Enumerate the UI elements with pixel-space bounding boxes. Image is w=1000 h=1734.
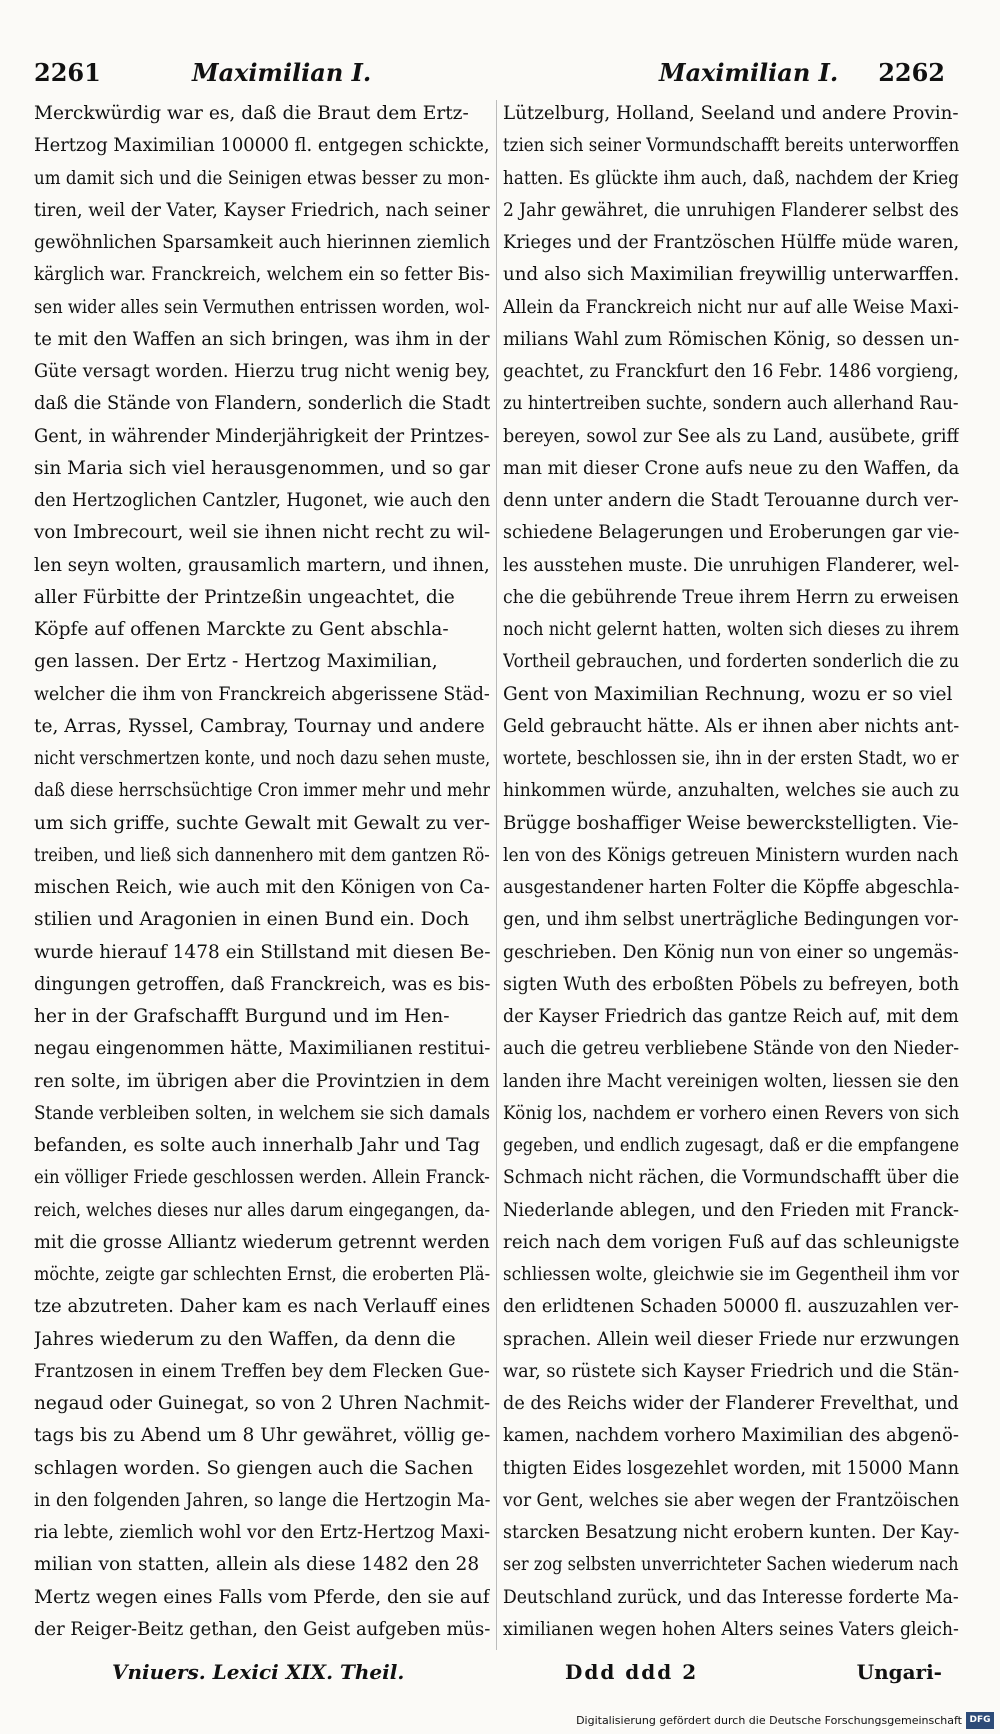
text-line: sprachen. Allein weil dieser Friede nur erzwungen (503, 1328, 959, 1350)
text-line: schiedene Belagerungen und Eroberungen gar vie- (503, 522, 959, 544)
running-title-left: Maximilian I. (192, 58, 372, 87)
text-line: Geld gebraucht hätte. Als er ihnen aber nichts ant- (503, 715, 959, 737)
text-line: war, so rüstete sich Kayser Friedrich und die Stän- (503, 1360, 959, 1382)
text-line: starcken Besatzung nicht erobern kunten. Der Kay- (503, 1522, 959, 1543)
text-line: treiben, und ließ sich dannenhero mit dem gantzen Rö- (34, 844, 490, 866)
text-line: 2 Jahr gewähret, die unruhigen Flanderer selbst des (503, 199, 959, 221)
text-line: den Hertzoglichen Cantzler, Hugonet, wie auch den (34, 490, 490, 511)
text-line: hatten. Es glückte ihm auch, daß, nachdem der Krieg (503, 167, 959, 189)
text-line: und also sich Maximilian freywillig unterwarffen. (503, 264, 959, 286)
text-line: zu hintertreiben suchte, sondern auch allerhand Rau- (503, 393, 959, 415)
text-line: te mit den Waffen an sich bringen, was ihm in der (34, 328, 490, 350)
text-line: thigten Eides losgezehlet worden, mit 15000 Mann (503, 1457, 959, 1479)
text-line: noch nicht gelernt hatten, wolten sich dieses zu ihrem (503, 619, 959, 640)
text-line: daß diese herrschsüchtige Cron immer mehr und mehr (34, 780, 490, 802)
text-line: sin Maria sich viel herausgenommen, und so gar (34, 457, 490, 479)
running-title-right: Maximilian I. (659, 58, 839, 87)
text-line: man mit dieser Crone aufs neue zu den Waffen, da (503, 457, 959, 479)
text-line: gen, und ihm selbst unerträgliche Bedingungen vor- (503, 909, 959, 931)
text-column-right (503, 98, 959, 1648)
text-line: ximilianen wegen hohen Alters seines Vaters gleich- (503, 1618, 959, 1640)
text-line: ser zog selbsten unverrichteter Sachen wiederum nach (503, 1554, 959, 1576)
text-line: reich nach dem vorigen Fuß auf das schleunigste (503, 1231, 959, 1253)
dfg-logo: DFG (966, 1712, 994, 1729)
footer-signature: Ddd ddd 2 (565, 1660, 699, 1684)
text-line: Stande verbleiben solten, in welchem sie sich damals (34, 1102, 490, 1124)
text-line: dingungen getroffen, daß Franckreich, was es bis- (34, 973, 490, 995)
text-line: gewöhnlichen Sparsamkeit auch hierinnen ziemlich (34, 232, 490, 253)
text-line: Vortheil gebrauchen, und forderten sonderlich die zu (503, 651, 959, 673)
text-line: König los, nachdem er vorhero einen Revers von sich (503, 1102, 959, 1124)
text-line: stilien und Aragonien in einen Bund ein. Doch (34, 909, 470, 931)
text-line: Niederlande ablegen, und den Frieden mit Franck- (503, 1199, 959, 1221)
text-line: tzien sich seiner Vormundschafft bereits unterworffen (503, 135, 959, 157)
text-line: vor Gent, welches sie aber wegen der Frantzöischen (503, 1489, 959, 1511)
text-line: Frantzosen in einem Treffen bey dem Flecken Gue- (34, 1360, 490, 1382)
text-line: der Reiger-Beitz gethan, den Geist aufgeben müs- (34, 1618, 490, 1640)
text-line: um damit sich und die Seinigen etwas besser zu mon- (34, 167, 490, 189)
text-line: milians Wahl zum Römischen König, so dessen un- (503, 328, 959, 350)
text-line: in den folgenden Jahren, so lange die Hertzogin Ma- (34, 1489, 490, 1511)
text-line: Gent, in währender Minderjährigkeit der Printzes- (34, 425, 490, 447)
text-line: bereyen, sowol zur See als zu Land, ausübete, griff (503, 425, 959, 447)
text-line: tze abzutreten. Daher kam es nach Verlauff eines (34, 1296, 490, 1318)
text-line: Schmach nicht rächen, die Vormundschafft über die (503, 1167, 959, 1189)
text-line: auch die getreu verbliebene Stände von den Nieder- (503, 1038, 959, 1060)
text-line: te, Arras, Ryssel, Cambray, Tournay und andere (34, 715, 485, 737)
text-line: milian von statten, allein als diese 1482 den 28 (34, 1554, 480, 1576)
text-line: reich, welches dieses nur alles darum eingegangen, da- (34, 1199, 490, 1221)
page-number-left: 2261 (34, 58, 101, 87)
text-line: gegeben, und endlich zugesagt, daß er die empfangene (503, 1135, 959, 1156)
text-line: Lützelburg, Holland, Seeland und andere Provin- (503, 103, 959, 124)
text-line: der Kayser Friedrich das gantze Reich auf, mit dem (503, 1006, 959, 1027)
text-line: sen wider alles sein Vermuthen entrissen worden, wol- (34, 296, 490, 318)
text-line: Hertzog Maximilian 100000 fl. entgegen schickte, (34, 135, 490, 157)
text-line: negau eingenommen hätte, Maximilianen restitui- (34, 1038, 490, 1060)
text-line: wortete, beschlossen sie, ihn in der ersten Stadt, wo er (503, 748, 959, 769)
text-line: len seyn wolten, grausamlich martern, und ihnen, (34, 554, 490, 576)
text-line: che die gebührende Treue ihrem Herrn zu erweisen (503, 586, 959, 608)
footer-volume: Vniuers. Lexici XIX. Theil. (112, 1660, 405, 1684)
text-line: schlagen worden. So giengen auch die Sachen (34, 1457, 474, 1479)
text-line: sigten Wuth des erboßten Pöbels zu befreyen, both (503, 973, 959, 995)
page-number-right: 2262 (878, 58, 945, 87)
text-line: möchte, zeigte gar schlechten Ernst, die eroberten Plä- (34, 1264, 490, 1285)
text-line: welcher die ihm von Franckreich abgerissene Städ- (34, 683, 490, 705)
text-line (34, 1646, 444, 1648)
text-line: negaud oder Guinegat, so von 2 Uhren Nachmit- (34, 1393, 490, 1414)
text-line: gen lassen. Der Ertz - Hertzog Maximilian, (34, 651, 438, 673)
text-line: um sich griffe, suchte Gewalt mit Gewalt zu ver- (34, 812, 490, 834)
text-line: Köpfe auf offenen Marckte zu Gent abschla- (34, 619, 449, 640)
text-line: les ausstehen muste. Die unruhigen Flanderer, wel- (503, 554, 959, 576)
text-line: von Imbrecourt, weil sie ihnen nicht recht zu wil- (34, 522, 490, 544)
text-line: ria lebte, ziemlich wohl vor den Ertz-Hertzog Maxi- (34, 1522, 490, 1543)
text-line: wurde hierauf 1478 ein Stillstand mit diesen Be- (34, 941, 490, 963)
text-line: hinkommen würde, anzuhalten, welches sie auch zu (503, 780, 959, 802)
text-line: de des Reichs wider der Flanderer Frevelthat, und (503, 1393, 959, 1414)
text-line (503, 1646, 948, 1648)
text-line: Brügge boshaffiger Weise bewerckstelligten. Vie- (503, 812, 959, 834)
text-line: ausgestandener harten Folter die Köpffe abgeschla- (503, 877, 959, 898)
text-line: Krieges und der Frantzöschen Hülffe müde waren, (503, 232, 959, 253)
text-line: Güte versagt worden. Hierzu trug nicht wenig bey, (34, 361, 490, 382)
text-line: kamen, nachdem vorhero Maximilian des abgenö- (503, 1425, 959, 1447)
digitization-credit: Digitalisierung gefördert durch die Deutsche Forschungsgemeinschaft (576, 1714, 962, 1727)
running-header (34, 58, 945, 98)
footer-catchword: Ungari- (856, 1660, 942, 1684)
text-line: Allein da Franckreich nicht nur auf alle Weise Maxi- (503, 296, 959, 318)
text-line: kärglich war. Franckreich, welchem ein so fetter Bis- (34, 264, 490, 286)
text-column-left (34, 98, 490, 1648)
text-line: tiren, weil der Vater, Kayser Friedrich, nach seiner (34, 199, 490, 221)
text-line: mit die grosse Alliantz wiederum getrennt werden (34, 1231, 490, 1253)
text-line: mischen Reich, wie auch mit den Königen von Ca- (34, 877, 490, 898)
text-line: aller Fürbitte der Printzeßin ungeachtet, die (34, 586, 455, 608)
text-line: tags bis zu Abend um 8 Uhr gewähret, völlig ge- (34, 1425, 490, 1447)
text-line: den erlidtenen Schaden 50000 fl. auszuzahlen ver- (503, 1296, 959, 1318)
text-line: Merckwürdig war es, daß die Braut dem Ertz- (34, 103, 469, 124)
text-line: Jahres wiederum zu den Waffen, da denn die (34, 1328, 456, 1350)
text-line: ein völliger Friede geschlossen werden. Allein Franck- (34, 1167, 490, 1189)
text-line: geschrieben. Den König nun von einer so ungemäs- (503, 941, 959, 963)
text-line: Mertz wegen eines Falls vom Pferde, den sie auf (34, 1586, 490, 1608)
text-line: Deutschland zurück, und das Interesse forderte Ma- (503, 1586, 959, 1608)
text-line: her in der Grafschafft Burgund und im Hen- (34, 1006, 450, 1027)
text-line: befanden, es solte auch innerhalb Jahr und Tag (34, 1135, 481, 1156)
column-divider (496, 100, 497, 1650)
text-line: ren solte, im übrigen aber die Provintzien in dem (34, 1070, 490, 1092)
text-line: daß die Stände von Flandern, sonderlich die Stadt (34, 393, 490, 415)
text-line: schliessen wolte, gleichwie sie im Gegentheil ihm vor (503, 1264, 959, 1285)
text-line: len von des Königs getreuen Ministern wurden nach (503, 844, 959, 866)
text-line: nicht verschmertzen konte, und noch dazu sehen muste, (34, 748, 490, 769)
text-line: denn unter andern die Stadt Terouanne durch ver- (503, 490, 959, 511)
text-line: landen ihre Macht vereinigen wolten, liessen sie den (503, 1070, 959, 1092)
text-line: Gent von Maximilian Rechnung, wozu er so viel (503, 683, 953, 705)
text-line: geachtet, zu Franckfurt den 16 Febr. 1486 vorgieng, (503, 361, 959, 382)
